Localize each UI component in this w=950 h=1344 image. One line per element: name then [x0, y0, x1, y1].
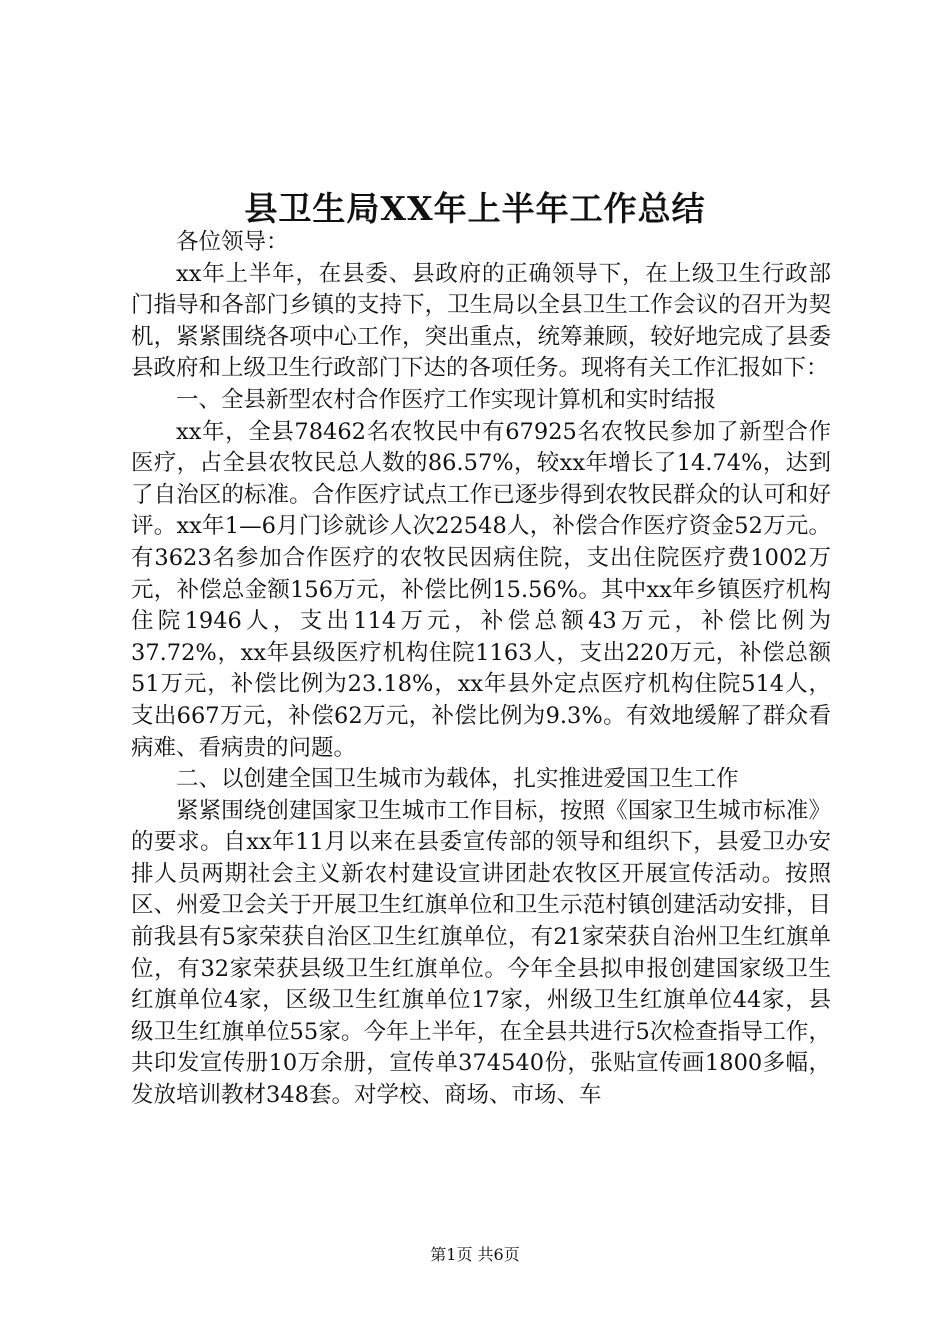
- salutation: 各位领导：: [176, 229, 289, 255]
- paragraph-intro: xx年上半年，在县委、县政府的正确领导下，在上级卫生行政部门指导和各部门乡镇的支持下，卫生局以全县卫生工作会议的召开为契机，紧紧围绕各项中心工作，突出重点，统筹兼顾，较好地完成了县委县政府和上级卫生行政部门下达的各项任务。现将有关工作汇报如下：: [131, 260, 831, 382]
- section-heading-2: 二、以创建全国卫生城市为载体，扎实推进爱国卫生工作: [176, 766, 739, 793]
- paragraph-cooperative-medical: xx年，全县78462名农牧民中有67925名农牧民参加了新型合作医疗，占全县农牧民总人数的86.57%，较xx年增长了14.74%，达到了自治区的标准。合作医疗试点工作已逐步得到农牧民群众的认可和好评。xx年1—6月门诊就诊人次22548人，补偿合作医疗资金52万元。有3623名参加合作医疗的农牧民因病住院，支出住院医疗费1002万元，补偿总金额156万元，补偿比例15.56%。其中xx年乡镇医疗机构住院1946人，支出114万元，补偿总额43万元，补偿比例为37.72%，xx年县级医疗机构住院1163人，支出220万元，补偿总额51万元，补偿比例为23.18%，xx年县外定点医疗机构住院514人，支出667万元，补偿62万元，补偿比例为9.3%。有效地缓解了群众看病难、看病贵的问题。: [131, 418, 831, 761]
- page-footer: 第1页 共6页: [430, 1245, 520, 1264]
- document-body: [131, 227, 831, 1112]
- paragraph-sanitation: 紧紧围绕创建国家卫生城市工作目标，按照《国家卫生城市标准》的要求。自xx年11月以来在县委宣传部的领导和组织下，县爱卫办安排人员两期社会主义新农村建设宣讲团赴农牧区开展宣传活动。按照区、州爱卫会关于开展卫生红旗单位和卫生示范村镇创建活动安排，目前我县有5家荣获自治区卫生红旗单位，有21家荣获自治州卫生红旗单位，有32家荣获县级卫生红旗单位。今年全县拟申报创建国家级卫生红旗单位4家，区级卫生红旗单位17家，州级卫生红旗单位44家，县级卫生红旗单位55家。今年上半年，在全县共进行5次检查指导工作，共印发宣传册10万余册，宣传单374540份，张贴宣传画1800多幅，发放培训教材348套。对学校、商场、市场、车: [131, 797, 831, 1109]
- section-heading-1: 一、全县新型农村合作医疗工作实现计算机和实时结报: [176, 386, 717, 413]
- document-title: 县卫生局XX年上半年工作总结: [244, 189, 706, 228]
